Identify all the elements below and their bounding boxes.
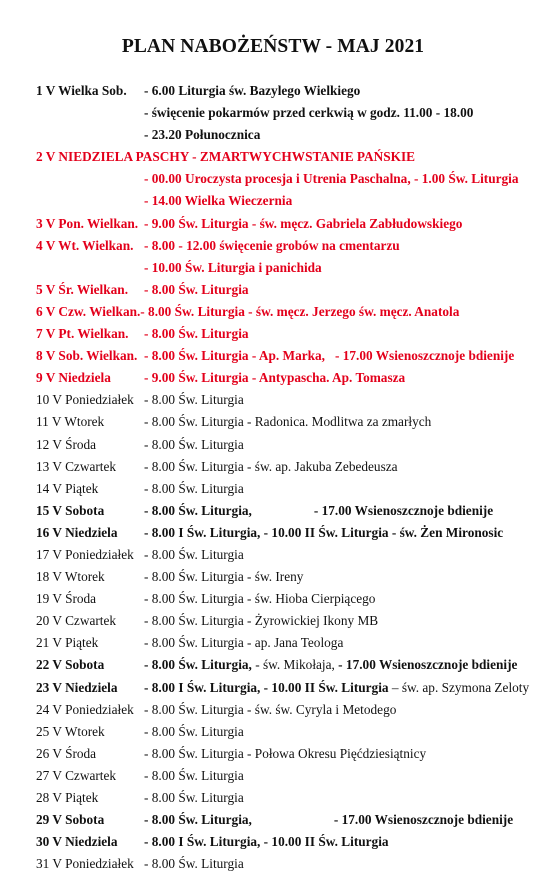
schedule-text — [144, 677, 529, 699]
schedule-text — [144, 124, 260, 146]
schedule-row — [36, 367, 546, 389]
schedule-row — [36, 235, 546, 257]
schedule-date: 20 V Czwartek — [36, 613, 117, 629]
schedule-text — [144, 522, 503, 544]
schedule-date: 31 V Poniedziałek — [36, 856, 134, 872]
service-text: - 6.00 Liturgia św. Bazylego Wielkiego — [144, 83, 361, 98]
service-text: - 8.00 Św. Liturgia — [144, 790, 244, 805]
schedule-row — [36, 456, 546, 478]
schedule-date: 19 V Środa — [36, 591, 97, 607]
schedule-row — [36, 853, 546, 875]
schedule-row — [36, 610, 546, 632]
schedule-text — [144, 588, 375, 610]
service-text: - 8.00 Św. Liturgia — [144, 546, 244, 562]
schedule-date: 1 V Wielka Sob. — [36, 83, 127, 98]
service-text: - 8.00 Św. Liturgia — [144, 723, 244, 739]
service-text: - 00.00 Uroczysta procesja i Utrenia Paschalna, - 1.00 Św. Liturgia — [144, 171, 519, 187]
schedule-date: 18 V Wtorek — [36, 569, 105, 585]
schedule-date: 2 V NIEDZIELA PASCHY - ZMARTWYCHWSTANIE PAŃSKIE — [36, 149, 416, 165]
schedule-text — [144, 411, 431, 433]
schedule-text — [144, 544, 244, 566]
schedule-row — [36, 146, 546, 168]
schedule-text — [144, 213, 462, 235]
service-text: - 8.00 Św. Liturgia - Połowa Okresu Pięćdziesiątnicy — [144, 745, 427, 761]
schedule-text — [144, 168, 519, 190]
schedule-row — [36, 257, 546, 279]
schedule-row — [36, 544, 546, 566]
schedule-text — [144, 389, 244, 411]
vigil-text: - 17.00 Wsienoszcznoje bdienije — [335, 348, 515, 364]
schedule-row — [36, 478, 546, 500]
schedule-text — [144, 102, 473, 124]
service-text: - 8.00 Św. Liturgia - św. Hioba Cierpiącego — [144, 591, 376, 607]
schedule-list — [36, 80, 546, 875]
schedule-text — [144, 721, 244, 743]
schedule-row — [36, 566, 546, 588]
vigil-text: - 17.00 Wsienoszcznoje bdienije — [333, 812, 514, 828]
schedule-row — [36, 654, 546, 676]
schedule-date: 16 V Niedziela — [36, 524, 118, 540]
schedule-row — [36, 677, 546, 699]
schedule-date: 23 V Niedziela — [36, 679, 118, 695]
schedule-date: 10 V Poniedziałek — [36, 392, 134, 408]
service-text: - 8.00 Św. Liturgia - Radonica. Modlitwa za zmarłych — [144, 414, 432, 430]
schedule-text — [144, 235, 400, 257]
schedule-row — [36, 743, 546, 765]
page-title: PLAN NABOŻEŃSTW - MAJ 2021 — [121, 36, 425, 57]
service-text: - 8.00 Św. Liturgia — [144, 856, 244, 872]
vigil-text: - 17.00 Wsienoszcznoje bdienije — [313, 502, 494, 518]
service-text: - 8.00 I Św. Liturgia, - 10.00 II Św. Liturgia — [144, 834, 389, 850]
schedule-row — [36, 699, 546, 721]
schedule-text — [144, 610, 378, 632]
service-text: - święcenie pokarmów przed cerkwią w godz. 11.00 - 18.00 — [144, 105, 474, 121]
schedule-date: 3 V Pon. Wielkan. — [36, 215, 139, 231]
service-text: - 9.00 Św. Liturgia - Antypascha. Ap. Tomasza — [144, 370, 406, 386]
schedule-row — [36, 301, 546, 323]
service-text: - 8.00 Św. Liturgia, — [144, 502, 252, 518]
schedule-date: 22 V Sobota — [36, 657, 105, 673]
schedule-date: 13 V Czwartek — [36, 458, 117, 474]
schedule-text — [144, 80, 360, 102]
service-text: - 8.00 Św. Liturgia, — [144, 657, 252, 673]
service-text: - 8.00 Św. Liturgia - Ap. Marka, — [144, 348, 325, 364]
service-text: - 8.00 I Św. Liturgia, - 10.00 II Św. Liturgia — [144, 679, 389, 695]
schedule-text — [144, 743, 426, 765]
schedule-row — [36, 522, 546, 544]
service-text: - 8.00 Św. Liturgia — [144, 392, 244, 408]
schedule-text — [144, 654, 517, 676]
schedule-row — [36, 809, 546, 831]
service-text: - 23.20 Połunocznica — [144, 127, 261, 143]
schedule-row — [36, 213, 546, 235]
schedule-row — [36, 323, 546, 345]
schedule-date: 17 V Poniedziałek — [36, 546, 134, 562]
schedule-date: 9 V Niedziela — [36, 370, 111, 386]
schedule-row — [36, 831, 546, 853]
schedule-text — [144, 632, 343, 654]
schedule-text — [144, 190, 292, 212]
schedule-text — [144, 367, 405, 389]
schedule-text — [144, 500, 493, 522]
schedule-date: 15 V Sobota — [36, 502, 105, 518]
schedule-date: 21 V Piątek — [36, 635, 99, 651]
schedule-date: 4 V Wt. Wielkan. — [36, 237, 134, 253]
schedule-row — [36, 168, 546, 190]
service-note: - św. Mikołaja, — [251, 657, 335, 673]
service-text: - 8.00 Św. Liturgia - św. Ireny — [144, 569, 304, 585]
service-text: - 14.00 Wielka Wieczernia — [144, 193, 293, 209]
service-text: - 8.00 Św. Liturgia - św. ap. Jakuba Zebedeusza — [144, 458, 398, 474]
service-text: - 8.00 Św. Liturgia - ap. Jana Teologa — [144, 635, 344, 651]
service-text: - 8.00 I Św. Liturgia, - 10.00 II Św. Liturgia - św. Żen Mironosic — [144, 524, 504, 540]
schedule-date: 7 V Pt. Wielkan. — [36, 326, 129, 342]
service-text: - 8.00 Św. Liturgia — [144, 436, 244, 452]
schedule-text — [144, 434, 244, 456]
schedule-row — [36, 345, 546, 367]
schedule-row — [36, 787, 546, 809]
schedule-date: 29 V Sobota — [36, 812, 105, 828]
service-text: - 8.00 Św. Liturgia, — [144, 812, 252, 828]
schedule-text — [144, 345, 514, 367]
schedule-text — [144, 478, 244, 500]
schedule-date: 26 V Środa — [36, 745, 97, 761]
schedule-text — [144, 566, 303, 588]
schedule-text — [144, 699, 396, 721]
schedule-row — [36, 632, 546, 654]
service-text: - 8.00 Św. Liturgia — [144, 281, 249, 297]
service-text: - 10.00 Św. Liturgia i panichida — [144, 259, 322, 275]
schedule-text — [144, 809, 513, 831]
schedule-date: 27 V Czwartek — [36, 767, 117, 783]
schedule-text — [144, 257, 322, 279]
schedule-date: 25 V Wtorek — [36, 723, 105, 739]
schedule-row — [36, 500, 546, 522]
schedule-row — [36, 124, 546, 146]
service-text: - 9.00 Św. Liturgia - św. męcz. Gabriela Zabłudowskiego — [144, 215, 463, 231]
service-note: – św. ap. Szymona Zeloty — [388, 679, 530, 695]
service-text: - 8.00 Św. Liturgia — [144, 480, 244, 496]
schedule-row — [36, 190, 546, 212]
schedule-date: 30 V Niedziela — [36, 834, 118, 850]
service-text: - 8.00 Św. Liturgia — [144, 767, 244, 783]
schedule-text — [144, 765, 244, 787]
schedule-date: 24 V Poniedziałek — [36, 701, 134, 717]
schedule-row — [36, 721, 546, 743]
schedule-date: 6 V Czw. Wielkan.- 8.00 Św. Liturgia - św. męcz. Jerzego św. męcz. Anatola — [36, 303, 460, 319]
schedule-text — [144, 323, 249, 345]
schedule-row — [36, 411, 546, 433]
schedule-date: 28 V Piątek — [36, 790, 99, 805]
schedule-date: 14 V Piątek — [36, 480, 99, 496]
schedule-row — [36, 588, 546, 610]
service-text-extra: - 17.00 Wsienoszcznoje bdienije — [334, 657, 518, 673]
schedule-text — [144, 831, 389, 853]
service-text: - 8.00 Św. Liturgia - św. św. Cyryla i Metodego — [144, 701, 397, 717]
schedule-text — [144, 787, 244, 809]
service-text: - 8.00 Św. Liturgia — [144, 326, 249, 342]
schedule-date: 11 V Wtorek — [36, 414, 105, 430]
schedule-text — [144, 456, 398, 478]
schedule-row — [36, 389, 546, 411]
schedule-text — [144, 279, 249, 301]
schedule-row — [36, 279, 546, 301]
schedule-row — [36, 434, 546, 456]
schedule-row — [36, 80, 546, 102]
service-text: - 8.00 - 12.00 święcenie grobów na cmentarzu — [144, 237, 400, 253]
schedule-row — [36, 765, 546, 787]
schedule-date: 8 V Sob. Wielkan. — [36, 348, 138, 364]
service-text: - 8.00 Św. Liturgia - Żyrowickiej Ikony MB — [144, 613, 379, 629]
schedule-date: 12 V Środa — [36, 436, 97, 452]
schedule-date: 5 V Śr. Wielkan. — [36, 281, 129, 297]
schedule-text — [144, 853, 244, 875]
schedule-row — [36, 102, 546, 124]
